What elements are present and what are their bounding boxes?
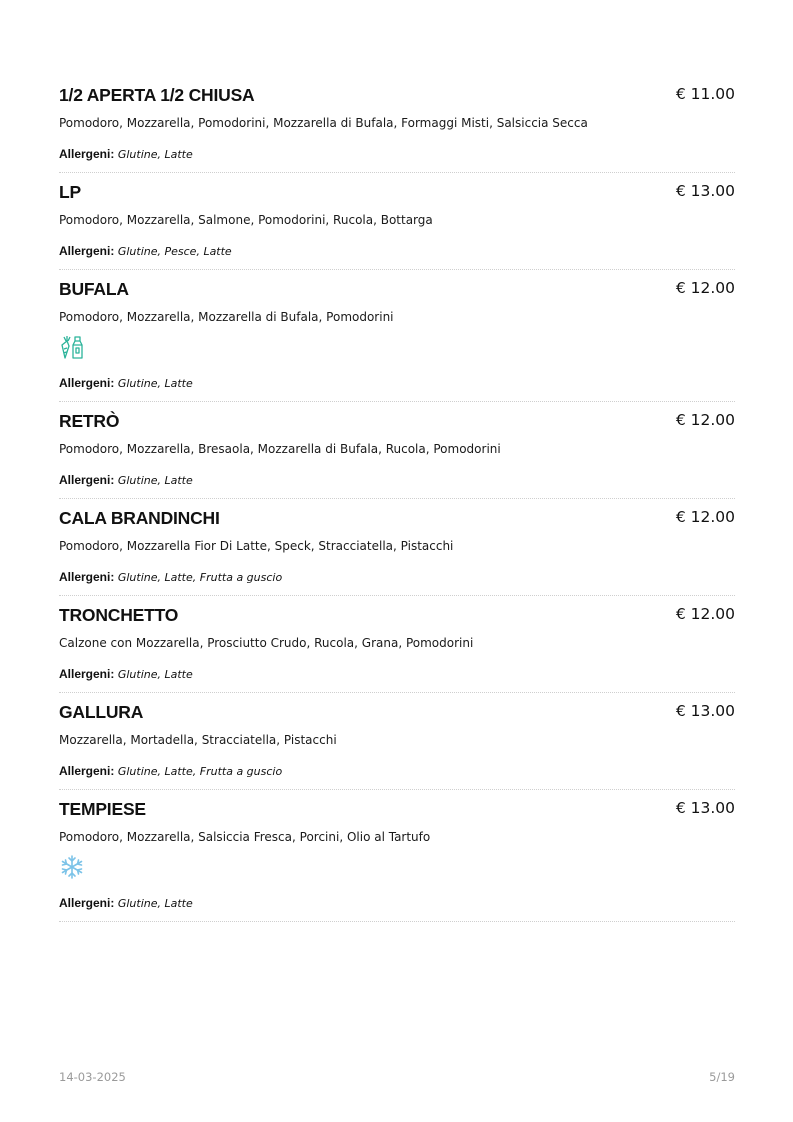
allergens-values: Glutine, Latte, Frutta a guscio — [117, 765, 283, 778]
menu-item — [59, 499, 735, 596]
item-allergens — [59, 569, 735, 586]
item-description: Pomodoro, Mozzarella, Bresaola, Mozzarella di Bufala, Rucola, Pomodorini — [59, 442, 501, 456]
item-allergens — [59, 666, 735, 683]
menu-item — [59, 402, 735, 499]
item-description: Pomodoro, Mozzarella, Mozzarella di Bufala, Pomodorini — [59, 310, 394, 324]
footer-date: 14-03-2025 — [59, 1070, 126, 1084]
item-name: 1/2 APERTA 1/2 CHIUSA — [59, 85, 255, 105]
allergens-label: Allergeni: — [59, 147, 115, 161]
item-allergens — [59, 243, 735, 260]
item-price: € 11.00 — [675, 85, 735, 103]
page-number: 5/19 — [709, 1070, 735, 1084]
item-name: BUFALA — [59, 279, 129, 299]
item-name: TEMPIESE — [59, 799, 146, 819]
menu-item — [59, 76, 735, 173]
menu-item — [59, 693, 735, 790]
menu-item — [59, 790, 735, 922]
allergens-values: Glutine, Latte — [117, 377, 193, 390]
frozen-snowflake-icon — [59, 854, 85, 880]
item-name: LP — [59, 182, 81, 202]
item-description: Pomodoro, Mozzarella, Salmone, Pomodorini, Rucola, Bottarga — [59, 213, 433, 227]
item-allergens — [59, 472, 735, 489]
item-name: TRONCHETTO — [59, 605, 179, 625]
allergens-values: Glutine, Pesce, Latte — [117, 245, 232, 258]
menu-item — [59, 596, 735, 693]
item-allergens — [59, 375, 735, 392]
menu-list — [59, 76, 735, 922]
item-price: € 12.00 — [675, 279, 735, 297]
item-allergens — [59, 146, 735, 163]
item-name: RETRÒ — [59, 411, 120, 431]
item-allergens — [59, 763, 735, 780]
item-price: € 13.00 — [675, 702, 735, 720]
item-price: € 12.00 — [675, 508, 735, 526]
item-description: Mozzarella, Mortadella, Stracciatella, Pistacchi — [59, 733, 337, 747]
item-description: Pomodoro, Mozzarella, Salsiccia Fresca, Porcini, Olio al Tartufo — [59, 830, 431, 844]
allergens-label: Allergeni: — [59, 896, 115, 910]
item-name: CALA BRANDINCHI — [59, 508, 220, 528]
allergens-values: Glutine, Latte — [117, 897, 193, 910]
allergens-label: Allergeni: — [59, 473, 115, 487]
item-price: € 12.00 — [675, 605, 735, 623]
allergens-label: Allergeni: — [59, 764, 115, 778]
vegetarian-carrot-milk-icon — [59, 334, 85, 360]
item-name: GALLURA — [59, 702, 144, 722]
allergens-label: Allergeni: — [59, 667, 115, 681]
allergens-values: Glutine, Latte, Frutta a guscio — [117, 571, 283, 584]
allergens-values: Glutine, Latte — [117, 148, 193, 161]
item-description: Pomodoro, Mozzarella, Pomodorini, Mozzarella di Bufala, Formaggi Misti, Salsiccia Secca — [59, 116, 588, 130]
allergens-label: Allergeni: — [59, 570, 115, 584]
item-description: Pomodoro, Mozzarella Fior Di Latte, Speck, Stracciatella, Pistacchi — [59, 539, 454, 553]
allergens-values: Glutine, Latte — [117, 668, 193, 681]
item-price: € 12.00 — [675, 411, 735, 429]
allergens-values: Glutine, Latte — [117, 474, 193, 487]
allergens-label: Allergeni: — [59, 244, 115, 258]
item-description: Calzone con Mozzarella, Prosciutto Crudo, Rucola, Grana, Pomodorini — [59, 636, 474, 650]
item-price: € 13.00 — [675, 799, 735, 817]
allergens-label: Allergeni: — [59, 376, 115, 390]
item-allergens — [59, 895, 735, 912]
item-price: € 13.00 — [675, 182, 735, 200]
menu-item — [59, 173, 735, 270]
menu-item — [59, 270, 735, 402]
